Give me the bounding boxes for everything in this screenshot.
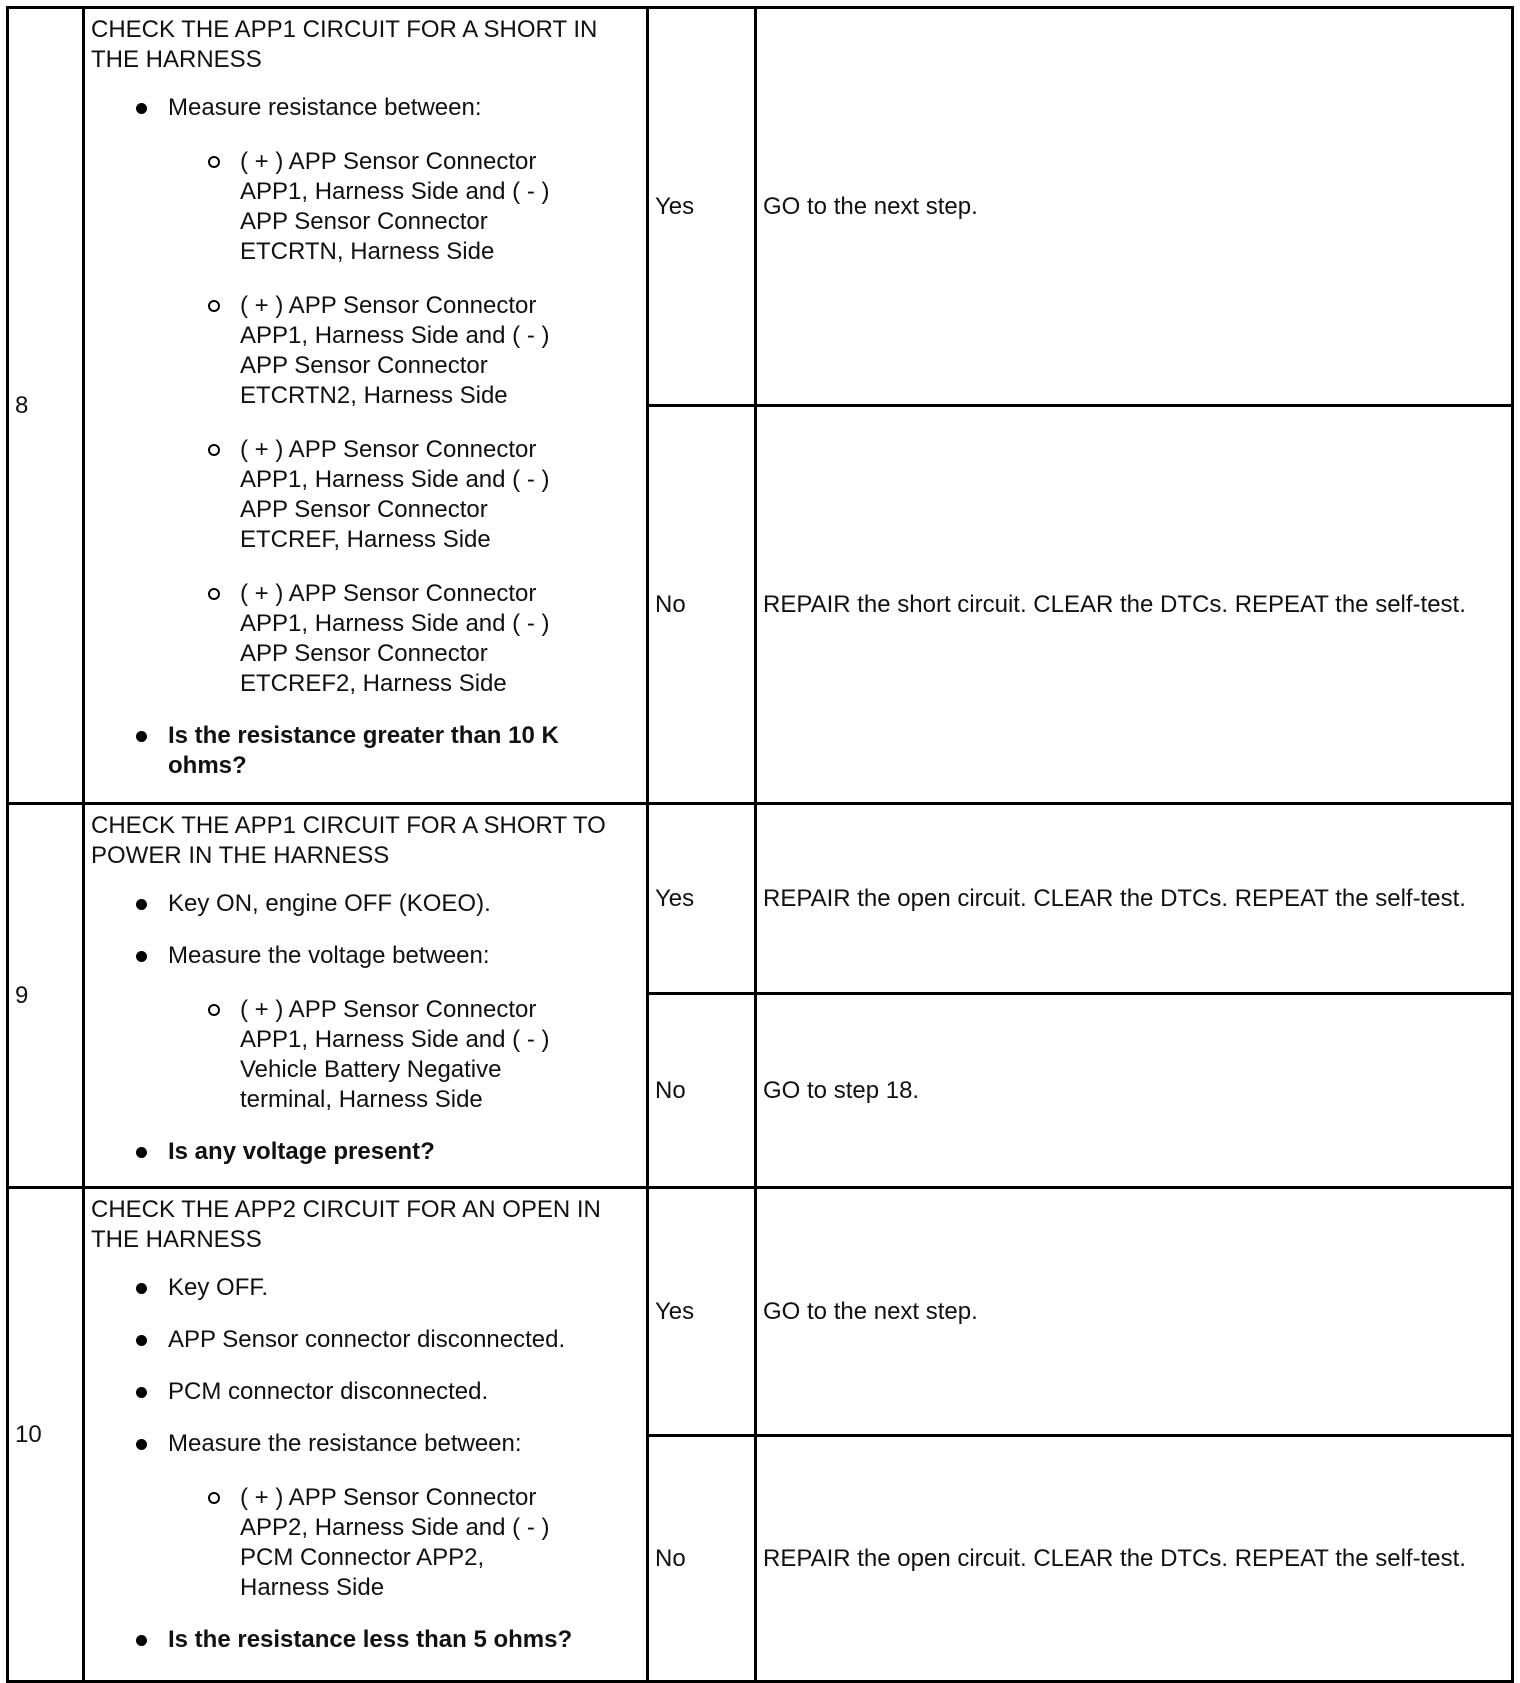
answer-no: No — [648, 406, 756, 804]
action-cell — [84, 1188, 648, 1682]
result-yes: REPAIR the open circuit. CLEAR the DTCs. REPEAT the self-test. — [756, 804, 1513, 994]
question: Is the resistance greater than 10 K ohms? — [136, 721, 640, 781]
action-list — [91, 889, 640, 1167]
step-number: 8 — [8, 8, 84, 804]
answer-no: No — [648, 1436, 756, 1682]
table-row — [8, 8, 1513, 406]
sub-item: ( + ) APP Sensor Connector APP2, Harness Side and ( - ) PCM Connector APP2, Harness Side — [208, 1483, 570, 1603]
step-heading: CHECK THE APP1 CIRCUIT FOR A SHORT TO POWER IN THE HARNESS — [91, 812, 606, 869]
sub-item: ( + ) APP Sensor Connector APP1, Harness Side and ( - ) Vehicle Battery Negative terminal, Harness Side — [208, 995, 570, 1115]
result-yes: GO to the next step. — [756, 8, 1513, 406]
action-text: Measure resistance between: — [168, 94, 482, 121]
action-text: Measure the resistance between: — [168, 1430, 522, 1457]
diagnostic-table — [6, 6, 1514, 1683]
list-item: PCM connector disconnected. — [136, 1377, 640, 1407]
sub-item: ( + ) APP Sensor Connector APP1, Harness Side and ( - ) APP Sensor Connector ETCRTN, Harness Side — [208, 147, 570, 267]
answer-yes: Yes — [648, 1188, 756, 1436]
sub-item: ( + ) APP Sensor Connector APP1, Harness Side and ( - ) APP Sensor Connector ETCREF, Harness Side — [208, 435, 570, 555]
sub-list — [168, 995, 640, 1115]
list-item — [136, 1429, 640, 1603]
list-item: Key ON, engine OFF (KOEO). — [136, 889, 640, 919]
sub-list — [168, 1483, 640, 1603]
step-number: 10 — [8, 1188, 84, 1682]
answer-yes: Yes — [648, 804, 756, 994]
question: Is any voltage present? — [136, 1137, 640, 1167]
result-yes: GO to the next step. — [756, 1188, 1513, 1436]
sub-item: ( + ) APP Sensor Connector APP1, Harness Side and ( - ) APP Sensor Connector ETCREF2, Harness Side — [208, 579, 570, 699]
step-number: 9 — [8, 804, 84, 1188]
step-heading: CHECK THE APP1 CIRCUIT FOR A SHORT IN THE HARNESS — [91, 16, 598, 73]
list-item: Key OFF. — [136, 1273, 640, 1303]
list-item — [136, 93, 640, 699]
table-row — [8, 804, 1513, 994]
answer-yes: Yes — [648, 8, 756, 406]
step-heading: CHECK THE APP2 CIRCUIT FOR AN OPEN IN THE HARNESS — [91, 1196, 601, 1253]
answer-no: No — [648, 994, 756, 1188]
result-no: GO to step 18. — [756, 994, 1513, 1188]
sub-item: ( + ) APP Sensor Connector APP1, Harness Side and ( - ) APP Sensor Connector ETCRTN2, Harness Side — [208, 291, 570, 411]
result-no: REPAIR the open circuit. CLEAR the DTCs. REPEAT the self-test. — [756, 1436, 1513, 1682]
action-list — [91, 1273, 640, 1655]
sub-list — [168, 147, 640, 699]
list-item — [136, 941, 640, 1115]
action-cell — [84, 804, 648, 1188]
action-list — [91, 93, 640, 781]
result-no: REPAIR the short circuit. CLEAR the DTCs. REPEAT the self-test. — [756, 406, 1513, 804]
action-text: Measure the voltage between: — [168, 942, 490, 969]
action-cell — [84, 8, 648, 804]
list-item: APP Sensor connector disconnected. — [136, 1325, 640, 1355]
question: Is the resistance less than 5 ohms? — [136, 1625, 640, 1655]
table-row — [8, 1188, 1513, 1436]
